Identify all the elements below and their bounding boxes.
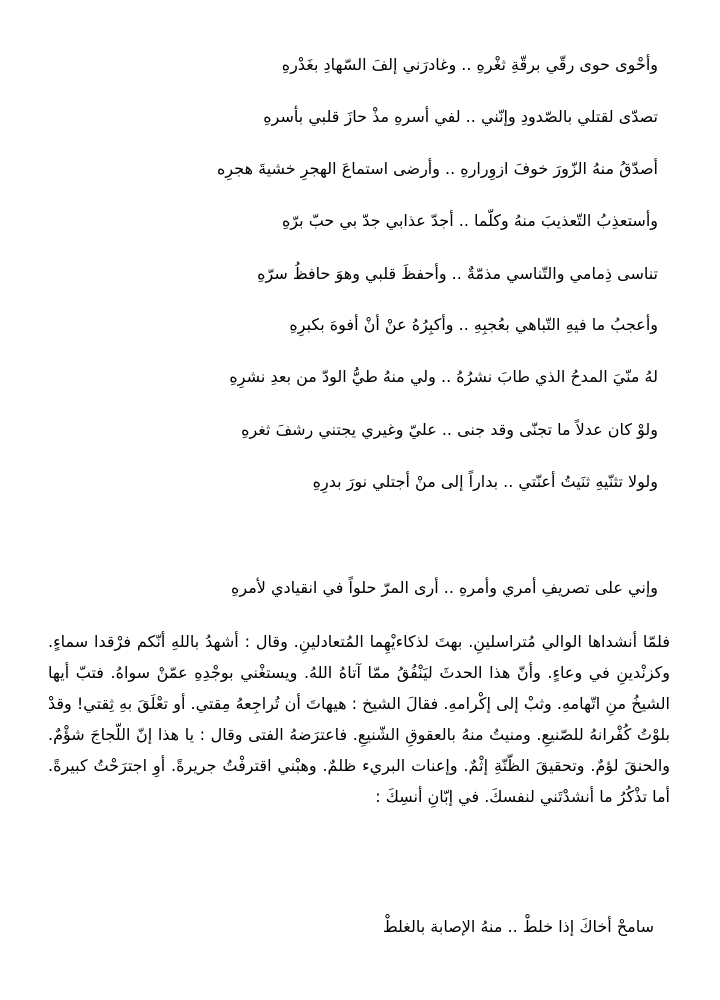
poem-line: تصدّى لقتلي بالصّدودِ وإنّني .. لفي أسرهِ مذْ حازَ قلبي بأسرهِ bbox=[263, 107, 658, 126]
quote-verse: سامحْ أخاكَ إذا خلطْ .. منهُ الإصابة بالغلطْ bbox=[382, 917, 654, 936]
poem-line: وأحْوى حوى رقّي برقّةِ ثغْرهِ .. وغادرَني إلفَ السّهادِ بغَدْرهِ bbox=[281, 55, 658, 74]
poem-line: ولوْ كان عدلاً ما تجنّى وقد جنى .. عليّ وغيري يجتني رشفَ ثغرهِ bbox=[241, 420, 658, 439]
prose-text: فلمّا أنشداها الوالي مُتراسلينِ. بهتَ لذكاءيْهِما المُتعادلينِ. وقال : أشهدُ باللهِ أنّكم فرْقدا سماءٍ. وكزنْدينِ في وعاءٍ. وأنّ هذا الحدثَ ليَنْفُقُ ممّا آتاهُ اللهُ. ويستغْني بوجْدِهِ عمّنْ سواهُ. فتبّ أيها الشيخُ منِ اتّهامهِ. وثبْ إلى إكْرامهِ. فقالَ الشيخ : هيهاتَ أن تُراجِعهُ مِقتي. أو تعْلَقَ بهِ ثِقتي! وقدْ بلوْتُ كُفْرانهُ للصّنيعِ. ومنيتُ منهُ بالعقوقِ الشّنيعِ. فاعترَضهُ الفتى وقال : يا هذا إنّ اللّجاجَ شؤْمٌ. والحنقَ لؤمٌ. وتحقيقَ الظّنّةِ إثْمٌ. وإعنات البريء ظلمٌ. وهبْني اقترفْتُ جريرةً. أوِ اجترَحْتُ كبيرةً. أما تذْكُرُ ما أنشدْتَني لنفسكَ. في إبّانِ أنسِكَ : bbox=[48, 632, 670, 806]
poem-final-line: وإني على تصريفِ أمري وأمرهِ .. أرى المرّ حلواً في انقيادي لأمرهِ bbox=[231, 578, 658, 597]
poem-line: ولولا تثنّيهِ ثنَيتُ أعنّتي .. بداراً إلى منْ أجتلي نورَ بدرِهِ bbox=[312, 472, 658, 491]
poem-line: وأعجبُ ما فيهِ التّباهي بعُجبِهِ .. وأكبِرُهُ عنْ أنْ أفوهَ بكبرِهِ bbox=[289, 315, 658, 334]
prose-paragraph bbox=[48, 626, 670, 812]
poem-line: لهُ منّيَ المدحُ الذي طابَ نشرُهُ .. ولي منهُ طيُّ الودّ من بعدِ نشرِهِ bbox=[229, 367, 658, 386]
poem-line: وأستعذِبُ التّعذيبَ منهُ وكلّما .. أجدّ عذابي جدّ بي حبّ برّهِ bbox=[281, 211, 658, 230]
poem-line: أصدّقُ منهُ الزّورَ خوفَ ازوِرارهِ .. وأرضى استماعَ الهجرِ خشيةَ هجرِه bbox=[217, 159, 658, 178]
poem-line: تناسى ذِمامي والتّناسي مذمّةٌ .. وأحفظَ قلبي وهوَ حافظُ سرّهِ bbox=[257, 264, 658, 283]
